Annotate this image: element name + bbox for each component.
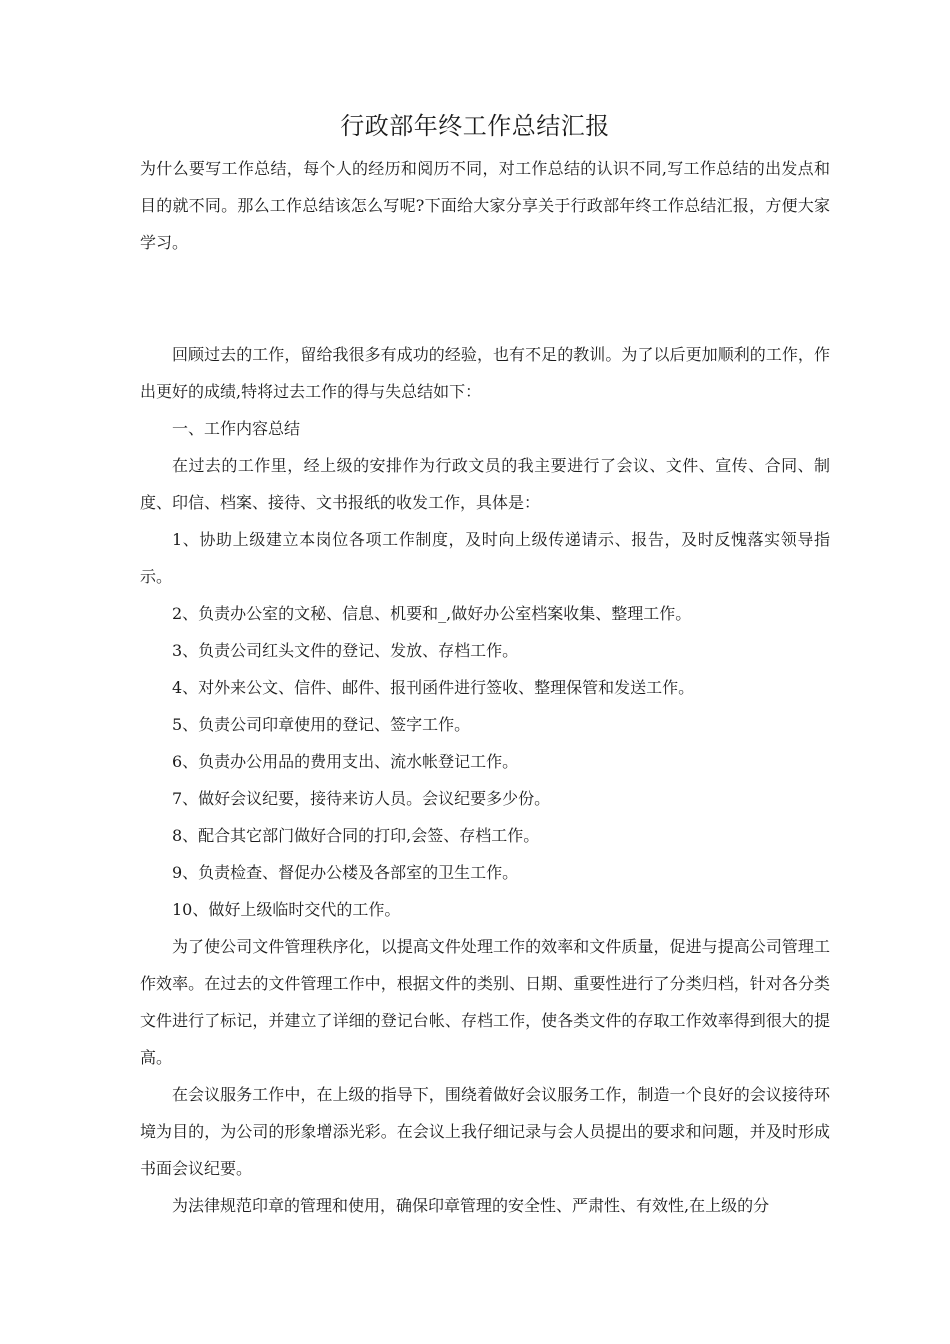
list-item-6: 6、负责办公用品的费用支出、流水帐登记工作。 <box>172 752 519 771</box>
paragraph-gap <box>140 261 830 336</box>
list-item-1: 1、协助上级建立本岗位各项工作制度，及时向上级传递请示、报告，及时反愧落实领导指示。 <box>140 530 830 586</box>
paragraph-duties-intro: 在过去的工作里，经上级的安排作为行政文员的我主要进行了会议、文件、宣传、合同、制度、印信、档案、接待、文书报纸的收发工作，具体是： <box>140 456 830 512</box>
paragraph-seal-management: 为法律规范印章的管理和使用，确保印章管理的安全性、严肃性、有效性,在上级的分 <box>172 1196 770 1215</box>
section-heading-work-content: 一、工作内容总结 <box>172 419 301 438</box>
list-item-4: 4、对外来公文、信件、邮件、报刊函件进行签收、整理保管和发送工作。 <box>172 678 695 697</box>
document-title: 行政部年终工作总结汇报 <box>340 112 610 140</box>
list-item-10: 10、做好上级临时交代的工作。 <box>172 900 401 919</box>
paragraph-file-management: 为了使公司文件管理秩序化，以提高文件处理工作的效率和文件质量，促进与提高公司管理工作效率。在过去的文件管理工作中，根据文件的类别、日期、重要性进行了分类归档，针对各分类文件进行了标记，并建立了详细的登记台帐、存档工作，使各类文件的存取工作效率得到很大的提高。 <box>140 937 830 1067</box>
list-item-3: 3、负责公司红头文件的登记、发放、存档工作。 <box>172 641 519 660</box>
paragraph-meeting-service: 在会议服务工作中，在上级的指导下，围绕着做好会议服务工作，制造一个良好的会议接待环境为目的，为公司的形象增添光彩。在会议上我仔细记录与会人员提出的要求和问题，并及时形成书面会议纪要。 <box>140 1085 830 1178</box>
paragraph-review: 回顾过去的工作，留给我很多有成功的经验，也有不足的教训。为了以后更加顺利的工作，作出更好的成绩,特将过去工作的得与失总结如下： <box>140 345 830 401</box>
document-body <box>140 150 830 1224</box>
list-item-2: 2、负责办公室的文秘、信息、机要和_,做好办公室档案收集、整理工作。 <box>172 604 692 623</box>
list-item-7: 7、做好会议纪要，接待来访人员。会议纪要多少份。 <box>172 789 551 808</box>
list-item-8: 8、配合其它部门做好合同的打印,会签、存档工作。 <box>172 826 540 845</box>
intro-paragraph: 为什么要写工作总结，每个人的经历和阅历不同，对工作总结的认识不同,写工作总结的出发点和目的就不同。那么工作总结该怎么写呢?下面给大家分享关于行政部年终工作总结汇报，方便大家学习。 <box>140 159 830 252</box>
list-item-9: 9、负责检查、督促办公楼及各部室的卫生工作。 <box>172 863 519 882</box>
list-item-5: 5、负责公司印章使用的登记、签字工作。 <box>172 715 471 734</box>
